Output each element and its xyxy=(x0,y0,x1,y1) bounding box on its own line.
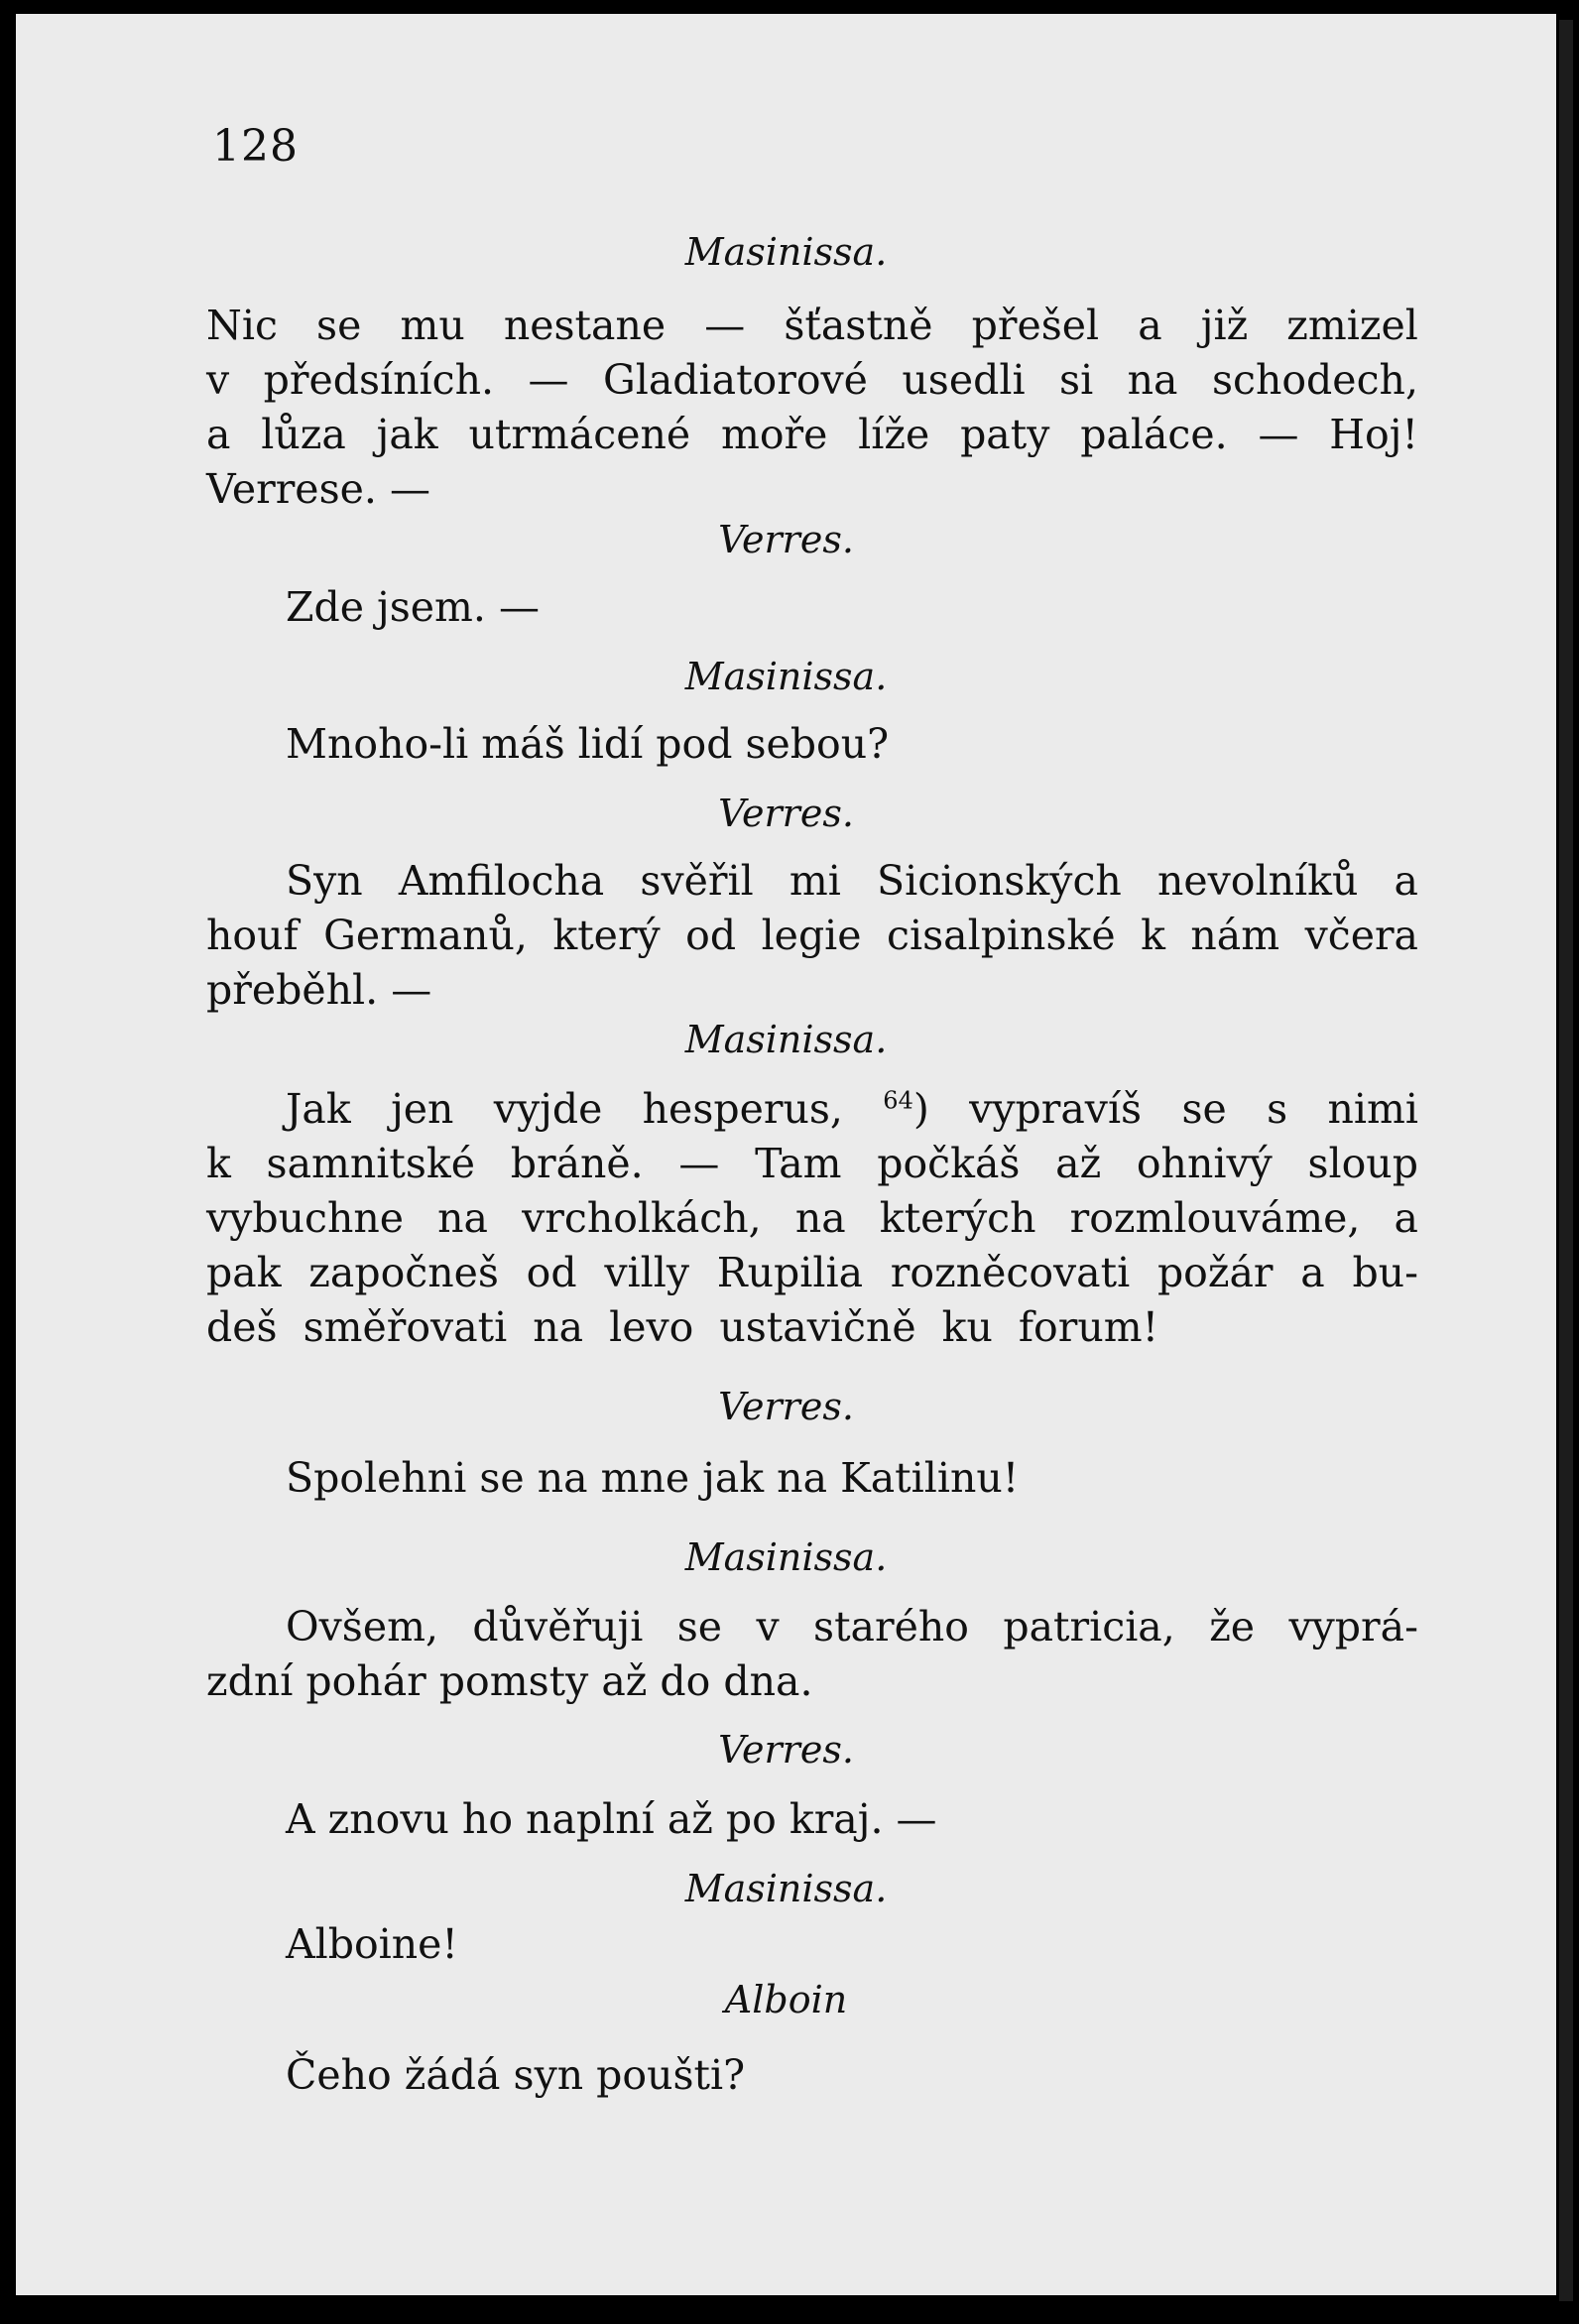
text-line: vybuchne na vrcholkách, na kterých rozmlouváme, a xyxy=(206,1194,1418,1242)
page-number: 128 xyxy=(212,121,299,172)
text-line: deš směřovati na levo ustavičně ku forum! xyxy=(206,1303,1159,1351)
footnote-ref[interactable]: 64 xyxy=(883,1086,913,1115)
speaker-heading: Masinissa. xyxy=(684,1018,888,1061)
speaker-heading: Verres. xyxy=(718,1385,854,1428)
text-line: Ovšem, důvěřuji se v starého patricia, že vyprá- xyxy=(286,1603,1418,1651)
text-line: Nic se mu nestane — šťastně přešel a již zmizel xyxy=(206,302,1418,349)
speaker-heading: Masinissa. xyxy=(684,1535,888,1579)
scan-edge xyxy=(1559,20,1573,2301)
text-line: Čeho žádá syn poušti? xyxy=(286,2051,746,2099)
text-line: Syn Amfilocha svěřil mi Sicionských nevolníků a xyxy=(286,857,1418,905)
text-line: v předsíních. — Gladiatorové usedli si na schodech, xyxy=(206,356,1418,404)
speaker-heading: Masinissa. xyxy=(684,230,888,274)
text-line: Jak jen vyjde hesperus, $^{64}$) vypravíš se s nimi xyxy=(286,1085,1418,1133)
speaker-heading: Verres. xyxy=(718,1728,854,1772)
text-line: přeběhl. — xyxy=(206,966,432,1014)
speaker-heading: Masinissa. xyxy=(684,655,888,698)
speaker-heading: Alboin xyxy=(724,1978,848,2021)
speaker-heading: Verres. xyxy=(718,792,854,835)
text-line: A znovu ho naplní až po kraj. — xyxy=(286,1795,937,1843)
text-line: zdní pohár pomsty až do dna. xyxy=(206,1657,813,1705)
book-page xyxy=(16,14,1556,2295)
text-line: Verrese. — xyxy=(206,465,430,513)
speaker-heading: Verres. xyxy=(718,518,854,561)
text-line: houf Germanů, který od legie cisalpinské k nám včera xyxy=(206,912,1418,959)
text-line: pak započneš od villy Rupilia rozněcovati požár a bu- xyxy=(206,1249,1418,1296)
speaker-heading: Masinissa. xyxy=(684,1867,888,1910)
text-line: a lůza jak utrmácené moře líže paty paláce. — Hoj! xyxy=(206,411,1418,458)
text-line: Alboine! xyxy=(286,1920,458,1968)
text-line: Zde jsem. — xyxy=(286,583,540,631)
text-line: Spolehni se na mne jak na Katilinu! xyxy=(286,1454,1020,1502)
text-line: Mnoho-li máš lidí pod sebou? xyxy=(286,720,890,768)
text-line: k samnitské bráně. — Tam počkáš až ohnivý sloup xyxy=(206,1140,1418,1187)
